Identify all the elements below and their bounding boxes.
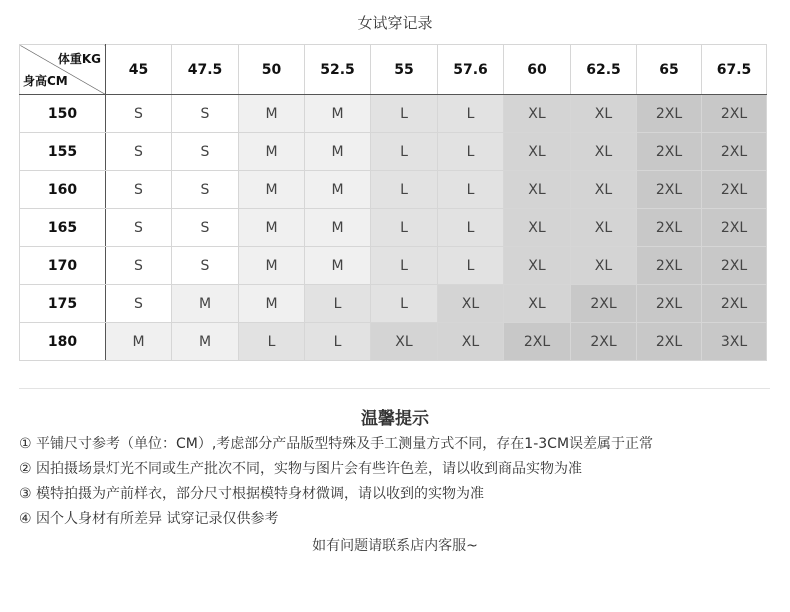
- size-cell: 2XL: [702, 209, 767, 247]
- size-cell: 2XL: [571, 285, 637, 323]
- table-row: [20, 323, 767, 361]
- size-cell: M: [305, 209, 371, 247]
- size-cell: 2XL: [702, 133, 767, 171]
- size-cell: 2XL: [637, 247, 702, 285]
- size-cell: M: [239, 171, 305, 209]
- size-cell: S: [172, 171, 239, 209]
- tip-item: ① 平铺尺寸参考（单位：CM）,考虑部分产品版型特殊及手工测量方式不同，存在1-3CM误差属于正常: [19, 436, 654, 452]
- size-cell: 2XL: [637, 209, 702, 247]
- size-cell: S: [172, 209, 239, 247]
- height-cell: 170: [20, 247, 106, 285]
- footer-contact-note: 如有问题请联系店内客服~: [312, 538, 478, 554]
- tip-item: ② 因拍摄场景灯光不同或生产批次不同，实物与图片会有些许色差，请以收到商品实物为准: [19, 461, 582, 477]
- table-row: [20, 171, 767, 209]
- size-cell: XL: [571, 247, 637, 285]
- size-cell: M: [106, 323, 172, 361]
- weight-header-cell: 62.5: [571, 45, 637, 95]
- size-cell: S: [172, 95, 239, 133]
- size-cell: M: [305, 247, 371, 285]
- weight-header-cell: 47.5: [172, 45, 239, 95]
- page-title: 女试穿记录: [357, 14, 433, 32]
- size-cell: L: [438, 171, 504, 209]
- size-cell: L: [371, 285, 438, 323]
- size-cell: 2XL: [637, 323, 702, 361]
- table-corner-cell: [20, 45, 106, 95]
- weight-header-cell: 67.5: [702, 45, 767, 95]
- height-cell: 165: [20, 209, 106, 247]
- weight-header-cell: 45: [106, 45, 172, 95]
- tip-item: ④ 因个人身材有所差异 试穿记录仅供参考: [19, 511, 279, 527]
- size-cell: L: [371, 95, 438, 133]
- size-cell: 2XL: [571, 323, 637, 361]
- size-cell: M: [239, 209, 305, 247]
- height-cell: 175: [20, 285, 106, 323]
- weight-header-cell: 65: [637, 45, 702, 95]
- size-cell: S: [106, 285, 172, 323]
- tips-title: 温馨提示: [361, 409, 429, 429]
- size-cell: 2XL: [504, 323, 571, 361]
- tips-list: [19, 432, 779, 532]
- weight-header-cell: 52.5: [305, 45, 371, 95]
- size-cell: 2XL: [637, 95, 702, 133]
- size-cell: XL: [504, 209, 571, 247]
- table-row: [20, 285, 767, 323]
- size-cell: XL: [571, 95, 637, 133]
- size-cell: XL: [571, 209, 637, 247]
- size-cell: L: [371, 171, 438, 209]
- size-cell: M: [239, 285, 305, 323]
- size-cell: XL: [371, 323, 438, 361]
- size-cell: 2XL: [702, 247, 767, 285]
- size-cell: 2XL: [702, 285, 767, 323]
- tip-item: ③ 模特拍摄为产前样衣，部分尺寸根据模特身材微调，请以收到的实物为准: [19, 486, 484, 502]
- size-cell: XL: [504, 171, 571, 209]
- size-cell: M: [239, 133, 305, 171]
- size-cell: XL: [438, 323, 504, 361]
- size-cell: L: [438, 133, 504, 171]
- section-divider: [19, 388, 770, 389]
- size-cell: 2XL: [702, 171, 767, 209]
- size-cell: 2XL: [637, 133, 702, 171]
- size-cell: XL: [504, 133, 571, 171]
- height-cell: 180: [20, 323, 106, 361]
- size-cell: S: [106, 133, 172, 171]
- table-row: [20, 133, 767, 171]
- size-cell: 3XL: [702, 323, 767, 361]
- size-cell: M: [172, 323, 239, 361]
- size-cell: M: [305, 95, 371, 133]
- height-cell: 150: [20, 95, 106, 133]
- size-cell: S: [106, 247, 172, 285]
- table-row: [20, 95, 767, 133]
- size-cell: S: [106, 209, 172, 247]
- table-row: [20, 247, 767, 285]
- size-cell: M: [305, 171, 371, 209]
- size-cell: 2XL: [702, 95, 767, 133]
- size-chart-body: [20, 45, 767, 361]
- size-cell: L: [305, 285, 371, 323]
- size-cell: M: [305, 133, 371, 171]
- weight-header-cell: 50: [239, 45, 305, 95]
- size-cell: L: [371, 209, 438, 247]
- size-cell: 2XL: [637, 171, 702, 209]
- size-cell: XL: [504, 285, 571, 323]
- height-cell: 160: [20, 171, 106, 209]
- size-cell: M: [172, 285, 239, 323]
- size-cell: XL: [438, 285, 504, 323]
- weight-header-row: [20, 45, 767, 95]
- size-cell: L: [371, 247, 438, 285]
- size-chart-table: [19, 44, 767, 361]
- size-cell: M: [239, 247, 305, 285]
- size-cell: M: [239, 95, 305, 133]
- size-cell: S: [106, 171, 172, 209]
- size-cell: S: [172, 247, 239, 285]
- size-cell: XL: [571, 133, 637, 171]
- weight-header-cell: 55: [371, 45, 438, 95]
- weight-header-cell: 60: [504, 45, 571, 95]
- size-cell: L: [438, 247, 504, 285]
- height-cell: 155: [20, 133, 106, 171]
- size-cell: XL: [571, 171, 637, 209]
- size-cell: L: [371, 133, 438, 171]
- size-cell: S: [172, 133, 239, 171]
- size-cell: S: [106, 95, 172, 133]
- table-row: [20, 209, 767, 247]
- weight-header-cell: 57.6: [438, 45, 504, 95]
- size-cell: L: [305, 323, 371, 361]
- weight-axis-label: 体重KG: [57, 52, 101, 66]
- size-cell: L: [438, 209, 504, 247]
- size-cell: XL: [504, 247, 571, 285]
- size-cell: L: [239, 323, 305, 361]
- size-cell: L: [438, 95, 504, 133]
- height-axis-label: 身高CM: [23, 74, 68, 88]
- size-cell: XL: [504, 95, 571, 133]
- size-cell: 2XL: [637, 285, 702, 323]
